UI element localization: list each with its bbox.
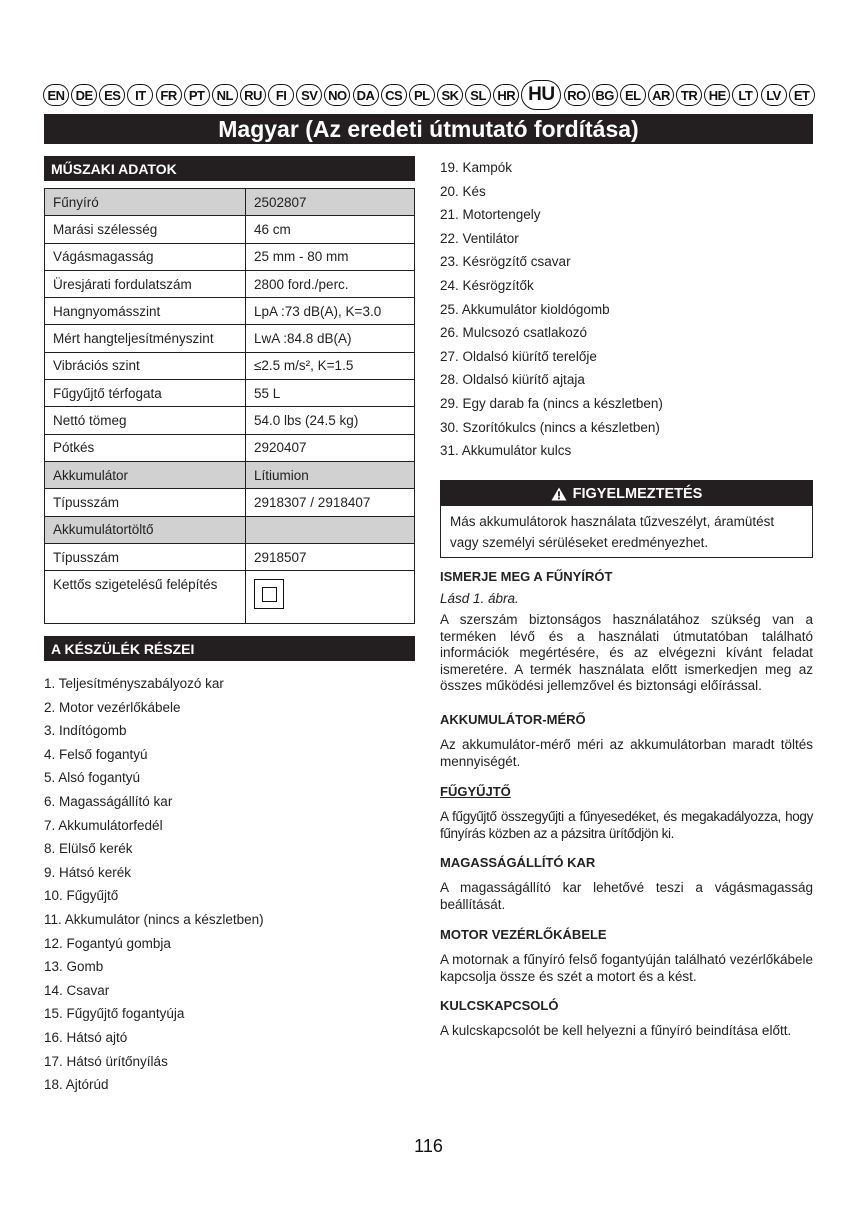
parts-list-item: 15. Fűgyűjtő fogantyúja	[44, 1006, 185, 1022]
spec-value	[246, 516, 415, 543]
spec-value: LwA :84.8 dB(A)	[246, 325, 415, 352]
specs-table	[44, 188, 415, 624]
spec-value: 55 L	[246, 380, 415, 407]
section-text: A kulcskapcsolót be kell helyezni a fűnyíró beindítása előtt.	[440, 1023, 792, 1038]
spec-value: 2918507	[246, 543, 415, 570]
section-grass-bag	[440, 783, 813, 842]
parts-list-item: 7. Akkumulátorfedél	[44, 817, 163, 833]
language-badge-tr: TR	[676, 84, 702, 106]
section-know-mower	[440, 568, 813, 695]
parts-list-item: 8. Elülső kerék	[44, 841, 133, 857]
spec-row	[45, 325, 415, 352]
spec-label: Vibrációs szint	[45, 352, 246, 379]
language-badge-sk: SK	[437, 84, 463, 106]
parts-list-item: 26. Mulcsozó csatlakozó	[440, 325, 588, 341]
spec-label: Akkumulátor	[45, 461, 246, 488]
language-badge-da: DA	[353, 84, 379, 106]
parts-list-item: 14. Csavar	[44, 982, 110, 998]
warning-header	[441, 481, 812, 506]
language-badge-fi: FI	[268, 84, 294, 106]
spec-value: 2920407	[246, 434, 415, 461]
parts-list-item: 30. Szorítókulcs (nincs a készletben)	[440, 419, 660, 435]
language-selector	[43, 82, 815, 108]
parts-list-item: 4. Felső fogantyú	[44, 746, 148, 762]
spec-label: Vágásmagasság	[45, 243, 246, 270]
warning-text: Más akkumulátorok használata tűzveszélyt, áramütést vagy személyi sérüléseket eredményezhet.	[450, 514, 775, 550]
section-heading: ISMERJE MEG A FŰNYÍRÓT	[440, 569, 613, 584]
section-key-switch	[440, 997, 813, 1040]
section-heading: MAGASSÁGÁLLÍTÓ KAR	[440, 855, 596, 870]
parts-list-item: 12. Fogantyú gombja	[44, 935, 171, 951]
language-badge-no: NO	[324, 84, 350, 106]
spec-label: Típusszám	[45, 543, 246, 570]
spec-value: Lítiumion	[246, 461, 415, 488]
spec-label: Hangnyomásszint	[45, 298, 246, 325]
language-badge-es: ES	[99, 84, 125, 106]
language-badge-ro: RO	[564, 84, 590, 106]
parts-list-item: 16. Hátsó ajtó	[44, 1029, 128, 1045]
parts-list-item: 5. Alsó fogantyú	[44, 770, 141, 786]
spec-row	[45, 571, 415, 624]
language-badge-lv: LV	[761, 84, 787, 106]
spec-row	[45, 434, 415, 461]
parts-heading: A KÉSZÜLÉK RÉSZEI	[44, 636, 415, 661]
warning-triangle-icon	[551, 487, 567, 501]
parts-list-item: 19. Kampók	[440, 160, 513, 175]
spec-value: 25 mm - 80 mm	[246, 243, 415, 270]
section-heading: AKKUMULÁTOR-MÉRŐ	[440, 712, 586, 727]
language-badge-fr: FR	[156, 84, 182, 106]
spec-row	[45, 189, 415, 216]
parts-list-item: 11. Akkumulátor (nincs a készletben)	[44, 911, 264, 927]
parts-list-item: 17. Hátsó ürítőnyílás	[44, 1053, 168, 1069]
warning-title: FIGYELMEZTETÉS	[572, 485, 703, 502]
language-badge-bg: BG	[592, 84, 618, 106]
section-text: A magasságállító kar lehetővé teszi a vágásmagasság beállítását.	[440, 880, 813, 912]
spec-label: Üresjárati fordulatszám	[45, 270, 246, 297]
spec-row	[45, 298, 415, 325]
language-badge-ar: AR	[648, 84, 674, 106]
language-badge-et: ET	[789, 84, 815, 106]
parts-list-item: 13. Gomb	[44, 959, 104, 975]
spec-row	[45, 489, 415, 516]
section-control-cable	[440, 926, 813, 985]
specs-heading: MŰSZAKI ADATOK	[44, 156, 415, 181]
language-badge-pt: PT	[184, 84, 210, 106]
spec-label: Típusszám	[45, 489, 246, 516]
language-badge-nl: NL	[212, 84, 238, 106]
page-number: 116	[414, 1136, 443, 1156]
parts-list-item: 9. Hátsó kerék	[44, 864, 132, 880]
spec-row	[45, 407, 415, 434]
spec-label: Mért hangteljesítményszint	[45, 325, 246, 352]
parts-list-item: 21. Motortengely	[440, 207, 541, 223]
parts-list-item: 23. Késrögzítő csavar	[440, 254, 571, 270]
warning-box	[440, 480, 813, 558]
parts-list-item: 6. Magasságállító kar	[44, 793, 173, 809]
section-text: A szerszám biztonságos használatához szükség van a terméken lévő és a használati útmutatóban található információk megértésére, és az elvégezni kívánt feladat ismeretére. A termék használata előtt ismerkedjen meg az összes működési jellemzővel és biztonsági előírással.	[440, 612, 813, 693]
page-title: Magyar (Az eredeti útmutató fordítása)	[44, 114, 813, 144]
parts-list-item: 27. Oldalsó kiürítő terelője	[440, 348, 597, 364]
language-badge-en: EN	[43, 84, 69, 106]
language-badge-hr: HR	[493, 84, 519, 106]
spec-value: 2800 ford./perc.	[246, 270, 415, 297]
parts-list-item: 18. Ajtórúd	[44, 1077, 109, 1093]
spec-label: Fűgyűjtő térfogata	[45, 380, 246, 407]
spec-value	[246, 571, 415, 624]
parts-list-item: 20. Kés	[440, 183, 486, 199]
section-heading: MOTOR VEZÉRLŐKÁBELE	[440, 927, 607, 942]
spec-label: Kettős szigetelésű felépítés	[45, 571, 246, 624]
spec-value: LpA :73 dB(A), K=3.0	[246, 298, 415, 325]
language-badge-cs: CS	[381, 84, 407, 106]
language-badge-pl: PL	[409, 84, 435, 106]
section-heading: FŰGYŰJTŐ	[440, 784, 511, 799]
language-badge-sv: SV	[296, 84, 322, 106]
parts-list-item: 10. Fűgyűjtő	[44, 888, 119, 904]
parts-list-item: 29. Egy darab fa (nincs a készletben)	[440, 395, 663, 411]
parts-list-item: 22. Ventilátor	[440, 230, 519, 246]
parts-list-item: 1. Teljesítményszabályozó kar	[44, 676, 224, 691]
spec-value: 54.0 lbs (24.5 kg)	[246, 407, 415, 434]
spec-row	[45, 543, 415, 570]
spec-row	[45, 461, 415, 488]
parts-list-left	[44, 672, 264, 1097]
double-insulation-icon	[254, 579, 284, 609]
language-badge-ru: RU	[240, 84, 266, 106]
spec-value: ≤2.5 m/s², K=1.5	[246, 352, 415, 379]
parts-list-item: 24. Késrögzítők	[440, 277, 534, 293]
spec-label: Nettó tömeg	[45, 407, 246, 434]
figure-reference: Lásd 1. ábra.	[440, 591, 519, 606]
spec-value: 2502807	[246, 189, 415, 216]
spec-value: 2918307 / 2918407	[246, 489, 415, 516]
language-badge-lt: LT	[732, 84, 758, 106]
section-heading: KULCSKAPCSOLÓ	[440, 998, 559, 1013]
language-badge-el: EL	[620, 84, 646, 106]
section-text: A motornak a fűnyíró felső fogantyúján található vezérlőkábele kapcsolja össze és szét a motort és a kést.	[440, 952, 813, 984]
spec-label: Fűnyíró	[45, 189, 246, 216]
parts-list-item: 31. Akkumulátor kulcs	[440, 443, 572, 459]
parts-list-item: 3. Indítógomb	[44, 723, 127, 739]
section-height-lever	[440, 854, 813, 913]
spec-row	[45, 270, 415, 297]
spec-label: Pótkés	[45, 434, 246, 461]
section-text: A fűgyűjtő összegyűjti a fűnyesedéket, és megakadályozza, hogy fűnyírás közben az a pázsitra ürítődjön ki.	[440, 809, 813, 841]
section-text: Az akkumulátor-mérő méri az akkumulátorban maradt töltés mennyiségét.	[440, 737, 813, 769]
language-badge-de: DE	[71, 84, 97, 106]
spec-row	[45, 243, 415, 270]
spec-label: Akkumulátortöltő	[45, 516, 246, 543]
parts-list-right	[440, 156, 663, 463]
parts-list-item: 25. Akkumulátor kioldógomb	[440, 301, 610, 317]
spec-label: Marási szélesség	[45, 216, 246, 243]
parts-list-item: 28. Oldalsó kiürítő ajtaja	[440, 372, 585, 388]
parts-list-item: 2. Motor vezérlőkábele	[44, 699, 181, 715]
section-battery-meter	[440, 711, 813, 770]
spec-row	[45, 216, 415, 243]
language-badge-he: HE	[704, 84, 730, 106]
spec-row	[45, 380, 415, 407]
spec-row	[45, 352, 415, 379]
language-badge-it: IT	[127, 84, 153, 106]
spec-row	[45, 516, 415, 543]
language-badge-sl: SL	[465, 84, 491, 106]
language-badge-hu: HU	[521, 80, 561, 110]
spec-value: 46 cm	[246, 216, 415, 243]
